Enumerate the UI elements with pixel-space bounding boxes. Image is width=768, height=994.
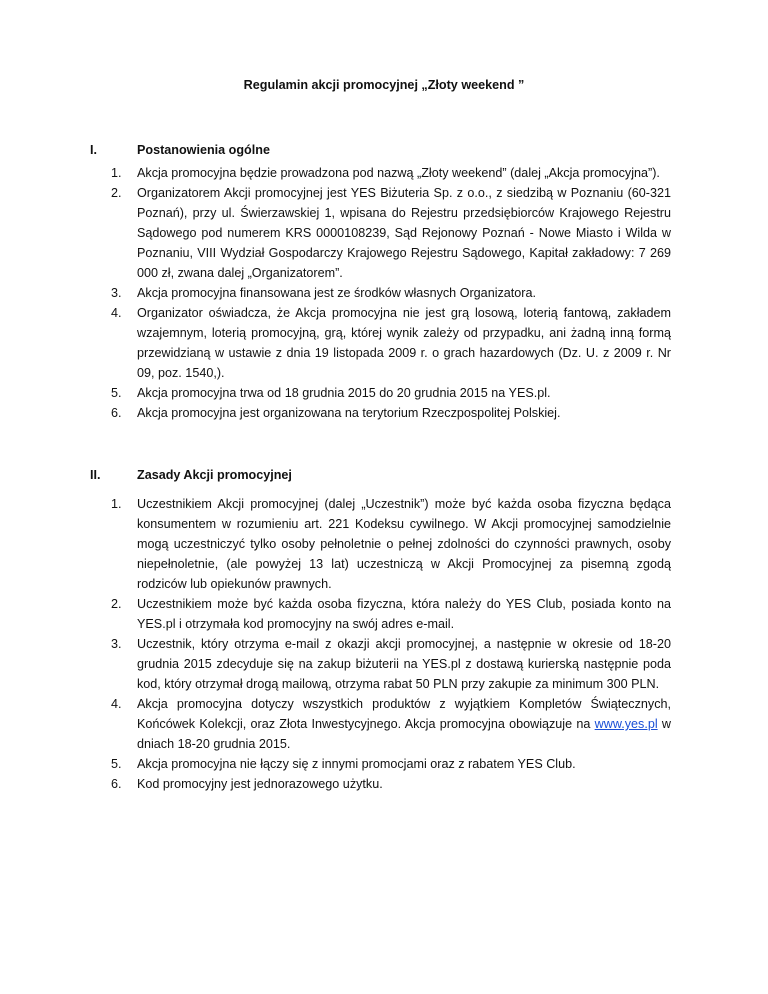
item-text: Uczestnik, który otrzyma e-mail z okazji akcji promocyjnej, a następnie w okresie od 18-20 grudnia 2015 zdecyduje się na zakup biżuterii na YES.pl z dostawą kurierską następnie poda kod, który otrzymał drogą mailową, otrzyma rabat 50 PLN przy zakupie za minimum 300 PLN. [137,637,671,691]
section-heading-2 [0,468,768,488]
section-number: I. [90,143,97,157]
item-number: 1. [111,166,122,180]
list-item [111,383,671,403]
website-link[interactable]: www.yes.pl [594,717,658,731]
document-title: Regulamin akcji promocyjnej „Złoty weekend ” [243,78,525,92]
item-number: 3. [111,637,122,651]
section-title: Zasady Akcji promocyjnej [137,468,292,482]
item-number: 5. [111,757,122,771]
item-text-before: Akcja promocyjna dotyczy wszystkich produktów z wyjątkiem Kompletów Świątecznych, Końcówek Kolekcji, oraz Złota Inwestycyjnego. Akcja promocyjna obowiązuje na [137,697,671,731]
section-heading-1 [0,143,768,163]
item-number: 4. [111,697,122,711]
item-number: 2. [111,186,122,200]
list-item [111,594,671,634]
item-text-after: w dniach 18-20 grudnia 2015. [137,717,671,751]
list-item [111,163,671,183]
item-number: 1. [111,497,122,511]
item-text: Uczestnikiem może być każda osoba fizyczna, która należy do YES Club, posiada konto na YES.pl i otrzymała kod promocyjny na swój adres e-mail. [137,597,671,631]
list-item [111,494,671,594]
list-item [111,634,671,694]
item-text: Kod promocyjny jest jednorazowego użytku. [137,777,383,791]
section-2-list [111,494,671,794]
item-text: Organizator oświadcza, że Akcja promocyjna nie jest grą losową, loterią fantową, zakładem wzajemnym, loterią promocyjną, grą, której wynik zależy od przypadku, ani żadną inną formą przewidzianą w ustawie z dnia 19 listopada 2009 r. o grach hazardowych (Dz. U. z 2009 r. Nr 09, poz. 1540,). [137,306,671,380]
item-number: 4. [111,306,122,320]
list-item [111,403,671,423]
item-number: 6. [111,777,122,791]
item-text: Akcja promocyjna finansowana jest ze środków własnych Organizatora. [137,286,536,300]
item-text: Akcja promocyjna będzie prowadzona pod nazwą „Złoty weekend” (dalej „Akcja promocyjna”). [137,166,660,180]
item-text: Akcja promocyjna trwa od 18 grudnia 2015 do 20 grudnia 2015 na YES.pl. [137,386,551,400]
list-item [111,694,671,754]
item-number: 5. [111,386,122,400]
section-title: Postanowienia ogólne [137,143,270,157]
list-item [111,303,671,383]
item-number: 2. [111,597,122,611]
list-item [111,283,671,303]
item-number: 3. [111,286,122,300]
list-item [111,183,671,283]
list-item [111,774,671,794]
item-text: Organizatorem Akcji promocyjnej jest YES Biżuteria Sp. z o.o., z siedzibą w Poznaniu (60-321 Poznań), przy ul. Świerzawskiej 1, wpisana do Rejestru przedsiębiorców Krajowego Rejestru Sądowego pod numerem KRS 0000108239, Sąd Rejonowy Poznań - Nowe Miasto i Wilda w Poznaniu, VIII Wydział Gospodarczy Krajowego Rejestru Sądowego, Kapitał zakładowy: 7 269 000 zł, zwana dalej „Organizatorem”. [137,186,671,280]
item-text: Akcja promocyjna nie łączy się z innymi promocjami oraz z rabatem YES Club. [137,757,576,771]
item-text: Uczestnikiem Akcji promocyjnej (dalej „Uczestnik”) może być każda osoba fizyczna będąca konsumentem w rozumieniu art. 221 Kodeksu cywilnego. W Akcji promocyjnej samodzielnie mogą uczestniczyć tylko osoby pełnoletnie o pełnej zdolności do czynności prawnych, osoby niepełnoletnie, (ale powyżej 13 lat) uczestniczą w Akcji Promocyjnej za pisemną zgodą rodziców lub opiekunów prawnych. [137,497,671,591]
section-1-list [111,163,671,423]
section-number: II. [90,468,101,482]
list-item [111,754,671,774]
item-number: 6. [111,406,122,420]
item-text: Akcja promocyjna jest organizowana na terytorium Rzeczpospolitej Polskiej. [137,406,561,420]
